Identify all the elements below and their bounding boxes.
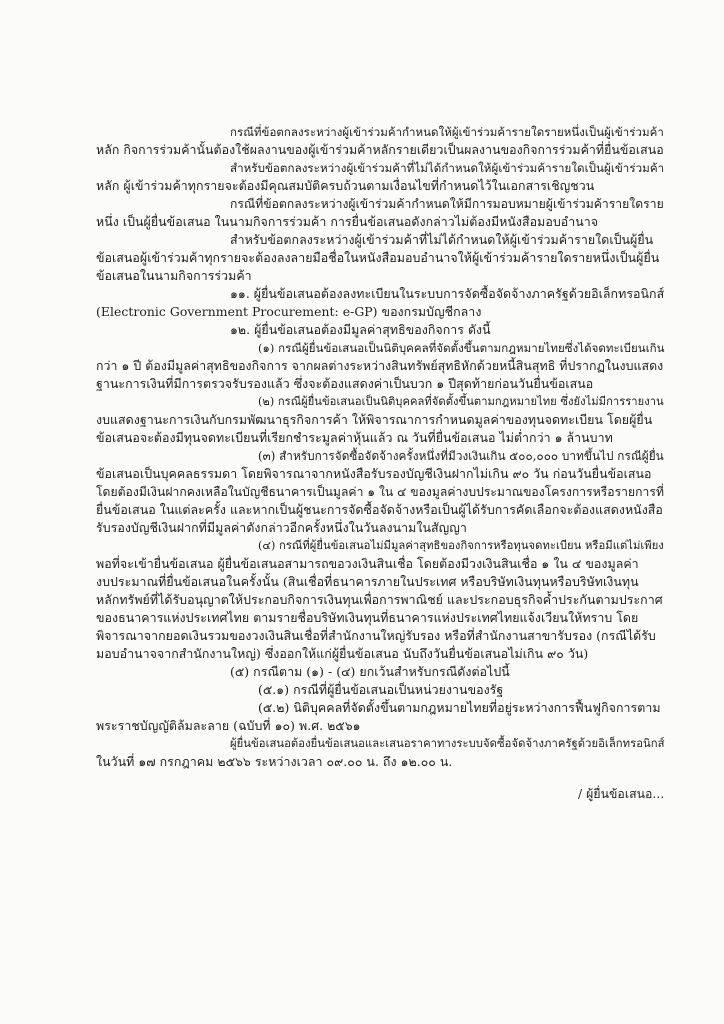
text-line: หลัก กิจการร่วมค้านั้นต้องใช้ผลงานของผู้เข้าร่วมค้าหลักรายเดียวเป็นผลงานของกิจการร่วมค้าที่ยื่นข้อเสนอ [96,143,664,157]
text-line: ยื่นข้อเสนอ ในแต่ละครั้ง และหากเป็นผู้ชนะการจัดซื้อจัดจ้างหรือเป็นผู้ได้รับการคัดเลือกจะต้องแสดงหนังสือ [96,502,663,517]
text-line: (๕.๒) นิติบุคคลที่จัดตั้งขึ้นตามกฎหมายไทยที่อยู่ระหว่างการฟื้นฟูกิจการตาม [258,700,661,715]
text-line: หลักทรัพย์ที่ได้รับอนุญาตให้ประกอบกิจการเงินทุนเพื่อการพาณิชย์ และประกอบธุรกิจค้ำประกันตามประกาศ [96,592,663,607]
text-line: งบประมาณที่ยื่นข้อเสนอในครั้งนั้น (สินเชื่อที่ธนาคารภายในประเทศ หรือบริษัทเงินทุนหรือบริษัทเงินทุน [96,574,639,589]
text-line: (๒) กรณีผู้ยื่นข้อเสนอเป็นนิติบุคคลที่จัดตั้งขึ้นตามกฎหมายไทย ซึ่งยังไม่มีการรายงาน [258,395,664,408]
text-line: กรณีที่ข้อตกลงระหว่างผู้เข้าร่วมค้ากำหนดให้ผู้เข้าร่วมค้ารายใดรายหนึ่งเป็นผู้เข้าร่วมค้า [230,125,664,139]
text-line: รับรองบัญชีเงินฝากที่มีมูลค่าดังกล่าวอีกครั้งหนึ่งในวันลงนามในสัญญา [96,520,467,535]
text-line: สำหรับข้อตกลงระหว่างผู้เข้าร่วมค้าที่ไม่ได้กำหนดให้ผู้เข้าร่วมค้ารายใดเป็นผู้เข้าร่วมค้า [230,161,665,175]
continuation-footer: / ผู้ยื่นข้อเสนอ... [578,787,665,801]
text-line: พอที่จะเข้ายื่นข้อเสนอ ผู้ยื่นข้อเสนอสามารถขอวงเงินสินเชื่อ โดยต้องมีวงเงินสินเชื่อ ๑ ใน ๔ ของมูลค่า [96,556,639,571]
text-line: (Electronic Government Procurement: e-GP) ของกรมบัญชีกลาง [96,304,482,319]
text-line: สำหรับข้อตกลงระหว่างผู้เข้าร่วมค้าที่ไม่ได้กำหนดให้ผู้เข้าร่วมค้ารายใดเป็นผู้ยื่น [230,232,654,247]
text-line: มอบอำนาจจากสำนักงานใหญ่) ซึ่งออกให้แก่ผู้ยื่นข้อเสนอ นับถึงวันยื่นข้อเสนอไม่เกิน ๙๐ วัน) [96,646,589,661]
submission-paragraph: ผู้ยื่นข้อเสนอต้องยื่นข้อเสนอและเสนอราคาทางระบบจัดซื้อจัดจ้างภาครัฐด้วยอิเล็กทรอนิกส์ [230,737,665,750]
text-line: ฐานะการเงินที่มีการตรวจรับรองแล้ว ซึ่งจะต้องแสดงค่าเป็นบวก ๑ ปีสุดท้ายก่อนวันยื่นข้อเสนอ [96,376,594,391]
text-line: (๕.๑) กรณีที่ผู้ยื่นข้อเสนอเป็นหน่วยงานของรัฐ [258,682,504,697]
text-line: หลัก ผู้เข้าร่วมค้าทุกรายจะต้องมีคุณสมบัติครบถ้วนตามเงื่อนไขที่กำหนดไว้ในเอกสารเชิญชวน [96,178,595,193]
text-line: ข้อเสนอเป็นบุคคลธรรมดา โดยพิจารณาจากหนังสือรับรองบัญชีเงินฝากไม่เกิน ๙๐ วัน ก่อนวันยื่นข้อเสนอ [96,466,652,481]
section-11-heading: ๑๑. ผู้ยื่นข้อเสนอต้องลงทะเบียนในระบบการจัดซื้อจัดจ้างภาครัฐด้วยอิเล็กทรอนิกส์ [230,286,665,301]
text-line: กรณีที่ข้อตกลงระหว่างผู้เข้าร่วมค้ากำหนดให้มีการมอบหมายผู้เข้าร่วมค้ารายใดราย [230,197,664,211]
text-line: พระราชบัญญัติล้มละลาย (ฉบับที่ ๑๐) พ.ศ. ๒๕๖๑ [96,718,361,733]
text-line: งบแสดงฐานะการเงินกับกรมพัฒนาธุรกิจการค้า ให้พิจารณาการกำหนดมูลค่าของทุนจดทะเบียน โดยผู้ยื่น [96,412,653,427]
submission-date-line: ในวันที่ ๑๗ กรกฎาคม ๒๕๖๖ ระหว่างเวลา ๐๙.๐๐ น. ถึง ๑๒.๐๐ น. [96,754,453,769]
text-line: (๓) สำหรับการจัดซื้อจัดจ้างครั้งหนึ่งที่มีวงเงินเกิน ๕๐๐,๐๐๐ บาทขึ้นไป กรณีผู้ยื่น [258,449,664,463]
text-line: (๑) กรณีผู้ยื่นข้อเสนอเป็นนิติบุคคลที่จัดตั้งขึ้นตามกฎหมายไทยซึ่งได้จดทะเบียนเกิน [258,341,665,355]
text-line: กว่า ๑ ปี ต้องมีมูลค่าสุทธิของกิจการ จากผลต่างระหว่างสินทรัพย์สุทธิหักด้วยหนี้สินสุทธิ ที่ปรากฏในงบแสดง [96,359,664,373]
text-line: (๕) กรณีตาม (๑) - (๔) ยกเว้นสำหรับกรณีดังต่อไปนี้ [230,664,510,679]
text-line: ข้อเสนอผู้เข้าร่วมค้าทุกรายจะต้องลงลายมือชื่อในหนังสือมอบอำนาจให้ผู้เข้าร่วมค้ารายใดรายหนึ่งเป็นผู้ยื่น [96,250,660,265]
text-line: โดยต้องมีเงินฝากคงเหลือในบัญชีธนาคารเป็นมูลค่า ๑ ใน ๔ ของมูลค่างบประมาณของโครงการหรือรายการที่ [96,485,664,499]
text-line: พิจารณาจากยอดเงินรวมของวงเงินสินเชื่อที่สำนักงานใหญ่รับรอง หรือที่สำนักงานสาขารับรอง (กรณีได้รับ [96,628,656,643]
text-line: ข้อเสนอในนามกิจการร่วมค้า [96,268,252,283]
text-line: หนึ่ง เป็นผู้ยื่นข้อเสนอ ในนามกิจการร่วมค้า การยื่นข้อเสนอดังกล่าวไม่ต้องมีหนังสือมอบอำนาจ [96,214,599,229]
text-line: ข้อเสนอจะต้องมีทุนจดทะเบียนที่เรียกชำระมูลค่าหุ้นแล้ว ณ วันที่ยื่นข้อเสนอ ไม่ต่ำกว่า ๑ ล้านบาท [96,430,613,445]
text-line: ของธนาคารแห่งประเทศไทย ตามรายชื่อบริษัทเงินทุนที่ธนาคารแห่งประเทศไทยแจ้งเวียนให้ทราบ โดย [96,610,639,625]
text-line: (๔) กรณีที่ผู้ยื่นข้อเสนอไม่มีมูลค่าสุทธิของกิจการหรือทุนจดทะเบียน หรือมีแต่ไม่เพียง [258,539,664,552]
section-12-heading: ๑๒. ผู้ยื่นข้อเสนอต้องมีมูลค่าสุทธิของกิจการ ดังนี้ [230,322,491,337]
